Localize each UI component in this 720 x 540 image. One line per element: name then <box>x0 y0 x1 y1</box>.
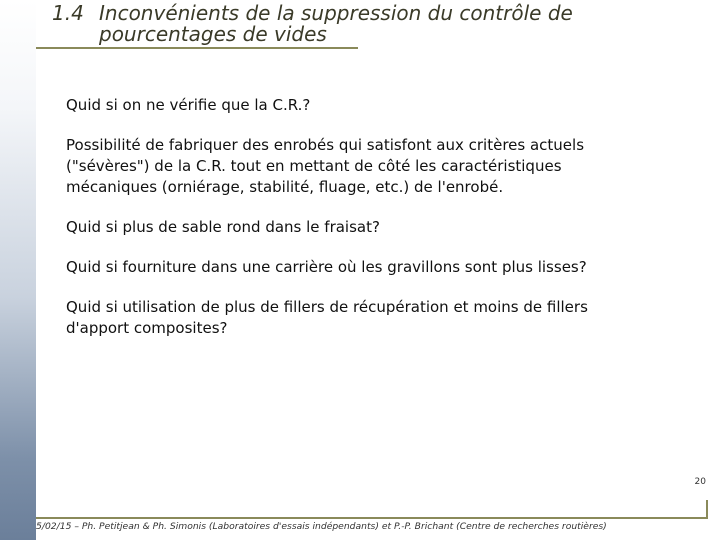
page-number: 20 <box>694 477 706 487</box>
left-gradient-band <box>0 0 36 540</box>
body-paragraph-1: Quid si on ne vérifie que la C.R.? <box>66 96 311 114</box>
title-line-1: Inconvénients de la suppression du contrôle de <box>99 1 573 25</box>
body-paragraph-5: Quid si utilisation de plus de fillers de récupération et moins de fillers d'apport composites? <box>66 298 588 337</box>
body-paragraph-2: Possibilité de fabriquer des enrobés qui satisfont aux critères actuels ("sévères") de la C.R. tout en mettant de côté les caractéristiques mécaniques (orniérage, stabilité, fluage, etc.) de l'enrobé. <box>66 136 585 196</box>
title-number: 1.4 <box>52 1 84 25</box>
slide-title <box>52 3 672 45</box>
title-line-2: pourcentages de vides <box>99 22 327 46</box>
body-paragraph-4: Quid si fourniture dans une carrière où les gravillons sont plus lisses? <box>66 258 587 276</box>
body-paragraph-3: Quid si plus de sable rond dans le fraisat? <box>66 218 380 236</box>
footer-rule <box>36 517 708 519</box>
footer-corner-vertical-line <box>706 500 708 518</box>
title-underline <box>36 47 358 49</box>
slide-body <box>66 95 646 358</box>
footer-credits: 5/02/15 – Ph. Petitjean & Ph. Simonis (Laboratoires d'essais indépendants) et P.-P. Brichant (Centre de recherches routières) <box>36 521 607 532</box>
